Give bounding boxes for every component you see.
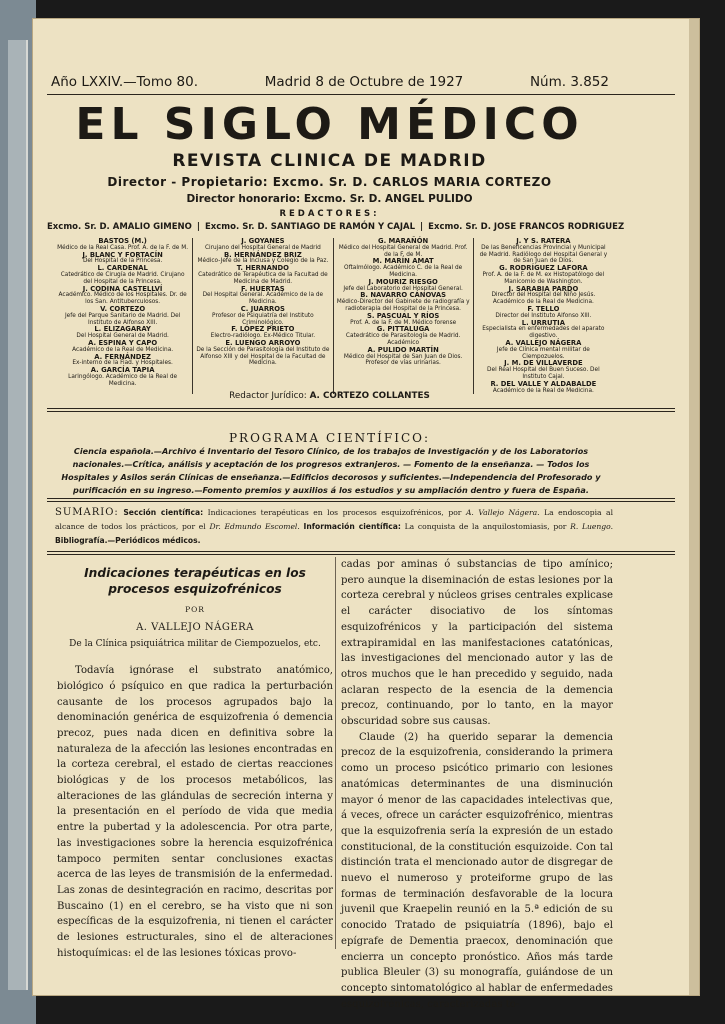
staff-name: A. ESPINA Y CAPO bbox=[88, 338, 158, 347]
journal-page bbox=[32, 18, 700, 1010]
program-text: Ciencia española.—Archivo é Inventario del Tesoro Clínico, de los trabajos de Investigación y de los Laboratorios nacionales.—Crítica, análisis y aceptación de los progresos extranjeros. — Fomento de la enseñanza. — Todos los Hospitales y Asilos serán Clínicas de enseñanza.—Edificios decorosos y suficientes.—Independencia del Profesorado y purificación en su ingreso.—Fomento premios y auxilios á los estudios y su ampliación dentro y fuera de España. bbox=[61, 446, 601, 495]
staff-list bbox=[53, 238, 613, 394]
staff-desc: Académico. Médico de los Hospitales. Dr. de los San. Antituberculosos. bbox=[58, 292, 187, 306]
staff-name: A. VALLEJO NÁGERA bbox=[505, 338, 582, 347]
staff-column bbox=[193, 238, 333, 394]
summary-section: Bibliografía.—Periódicos médicos. bbox=[55, 536, 201, 545]
staff-name: L. ELIZAGARAY bbox=[94, 325, 151, 334]
staff-name: C. JUARROS bbox=[240, 304, 285, 313]
principal-editors: Excmo. Sr. D. AMALIO GIMENO | Excmo. Sr. D. SANTIAGO DE RAMÓN Y CAJAL | Excmo. Sr. D. JOSE FRANCOS RODRIGUEZ bbox=[47, 222, 625, 232]
staff-column bbox=[53, 238, 193, 394]
staff-name: J. SARABIA PARDO bbox=[508, 284, 579, 293]
summary-author: Dr. Edmundo Escomel. bbox=[209, 522, 300, 531]
staff-desc: Ex-interno de la Fiad. y Hospitales. bbox=[72, 360, 173, 367]
article-paragraph: Todavía ignórase el substrato anatómico, biológico ó psíquico en que radica la perturbación causante de los procesos agrupados bajo la denominación genérica de esquizofrenia ó demencia precoz, pues nada dicen en definitiva sobre la naturaleza de la afección las lesiones encontradas en la corteza cerebral, el estado de ciertas reacciones biológicas y de los procesos metabólicos, las alteraciones de las glándulas de secreción interna y la presentación en el período de vida que media entre la pubertad y la adolescencia. Por otra parte, las investigaciones sobre la herencia esquizofrénica tampoco permiten sentar conclusiones exactas acerca de las leyes de transmisión de la enfermedad. Las zonas de desintegración en racimo, descritas por Buscaino (1) en el cerebro, se ha visto que ni son específicas de la esquizofrenia, ni tienen el carácter de lesiones estructurales, sino el de alteraciones histoquímicas: el de las lesiones tóxicas provo- bbox=[57, 665, 333, 959]
staff-name: G. MARAÑÓN bbox=[378, 237, 429, 245]
staff-desc: Electro-radiólogo. Ex-Médico Titular. bbox=[210, 333, 316, 340]
legal-editor-line bbox=[47, 391, 612, 401]
staff-name: J. Y S. RATERA bbox=[516, 237, 571, 245]
section-rule bbox=[47, 551, 675, 552]
staff-desc: Profesor de Psiquiatría del Instituto Criminológico. bbox=[212, 312, 314, 326]
staff-name: S. PASCUAL Y RÍOS bbox=[366, 311, 440, 320]
staff-name: BASTOS (M.) bbox=[98, 237, 147, 245]
issue-date: Madrid 8 de Octubre de 1927 bbox=[264, 74, 464, 90]
staff-name: A. GARCÍA TAPIA bbox=[90, 366, 155, 375]
staff-name: J. GOYANES bbox=[241, 237, 285, 245]
section-rule bbox=[47, 498, 675, 499]
staff-name: J. M. DE VILLAVERDE bbox=[504, 359, 583, 368]
staff-name: G. PITTALUGA bbox=[376, 325, 430, 334]
staff-desc: Oftalmólogo. Académico C. de la Real de Medicina. bbox=[344, 265, 463, 278]
staff-desc: Prof. A. de la F. de M. ex Histopatólogo del Manicomio de Washington. bbox=[482, 271, 605, 285]
staff-name: E. LUENGO ARROYO bbox=[225, 338, 301, 347]
year-volume: Año LXXIV.—Tomo 80. bbox=[51, 74, 199, 90]
staff-desc: De la Sección de Parasitología del Instituto de Alfonso XIII y del Hospital de la Facultad de Medicina. bbox=[196, 346, 330, 367]
staff-desc: Director del Hospital del Niño Jesús. Académico de la Real de Medicina. bbox=[491, 292, 596, 306]
legal-editor-name: A. CORTEZO COLLANTES bbox=[309, 391, 430, 401]
article-title: Indicaciones terapéuticas en los procesos esquizofrénicos bbox=[84, 566, 306, 596]
section-rule bbox=[47, 554, 675, 555]
page-edge-shadow bbox=[689, 19, 699, 995]
staff-name: B. HERNÁNDEZ BRIZ bbox=[223, 250, 302, 259]
staff-desc: Académico de la Real de Medicina. bbox=[492, 387, 594, 394]
staff-desc: Del Hospital General. Académico de la de Medicina. bbox=[202, 292, 324, 306]
staff-desc: Jefe de Clínica mental militar de Ciempozuelos. bbox=[496, 346, 590, 360]
previous-page-edge bbox=[8, 40, 28, 990]
staff-name: M. MARÍN AMAT bbox=[372, 257, 434, 266]
masthead-title: EL SIGLO MÉDICO bbox=[75, 99, 584, 150]
article-by: POR bbox=[185, 605, 205, 614]
staff-desc: Jefe del Laboratorio del Hospital General. bbox=[343, 285, 463, 292]
staff-desc: Especialista en enfermedades del aparato digestivo. bbox=[482, 326, 605, 340]
staff-name: L. CARDENAL bbox=[97, 264, 148, 273]
staff-name: R. DEL VALLE Y ALDABALDE bbox=[490, 379, 597, 388]
issue-info-line bbox=[51, 74, 609, 90]
staff-name: B. NAVARRO CÁNOVAS bbox=[360, 291, 447, 300]
staff-name: J. CODINA CASTELLVÍ bbox=[82, 284, 163, 293]
staff-desc: Médico-Director del Gabinete de radiografía y radioterapia del Hospital de la Princesa. bbox=[336, 299, 470, 312]
section-rule bbox=[47, 408, 675, 409]
honorary-director-line: Director honorario: Excmo. Sr. D. ANGEL PULIDO bbox=[186, 193, 473, 205]
article-paragraph: cadas por aminas ó substancias de tipo amínico; pero aunque la diseminación de estas lesiones por la corteza cerebral y núcleos grises centrales explicase el carácter disociativo de los síntomas esquizofrénicos y la participación del sistema extrapiramidal en las manifestaciones catatónicas, las investigaciones del mencionado autor y las de otros muchos que le han precedido y seguido, nada aclaran respecto de la esencia de la demencia precoz, continuando, por lo tanto, en la mayor obscuridad sobre sus causas. bbox=[341, 559, 613, 728]
staff-desc: Médico del Hospital de San Juan de Dios. Profesor de vías urinarias. bbox=[343, 353, 463, 367]
staff-desc: Catedrático de Parasitología de Madrid. Académico bbox=[345, 333, 461, 346]
staff-name: T. HERNANDO bbox=[236, 264, 289, 273]
article-institution: De la Clínica psiquiátrica militar de Ciempozuelos, etc. bbox=[69, 639, 321, 650]
editor-name: Excmo. Sr. D. JOSE FRANCOS RODRIGUEZ bbox=[428, 222, 625, 232]
staff-name: A. FERNÁNDEZ bbox=[94, 352, 151, 361]
staff-desc: Director del Instituto Alfonso XIII. bbox=[495, 312, 592, 319]
staff-desc: Académico de la Real de Medicina. bbox=[72, 346, 174, 353]
staff-desc: Médico de la Real Casa. Prof. A. de la F. de M. bbox=[57, 244, 189, 251]
staff-name: L. URRUTIA bbox=[521, 318, 565, 327]
staff-desc: Médico del Hospital General de Madrid. Prof. de la F. de M. bbox=[338, 244, 468, 258]
article-author: A. VALLEJO NÁGERA bbox=[136, 621, 254, 633]
article-left-column bbox=[57, 565, 333, 961]
staff-name: J. MOURIZ RIESGO bbox=[368, 277, 438, 286]
summary-block bbox=[55, 506, 613, 548]
redactores-heading: REDACTORES: bbox=[279, 209, 380, 219]
staff-name: V. CORTEZO bbox=[100, 304, 146, 313]
summary-label: SUMARIO: bbox=[55, 507, 119, 518]
staff-desc: De las Beneficencias Provincial y Municipal de Madrid. Radiólogo del Hospital General y de San Juan de Dios. bbox=[479, 244, 608, 265]
article-paragraph: Claude (2) ha querido separar la demencia precoz de la esquizofrenia, considerando la primera como un proceso psicótico primario con lesiones anatómicas determinantes de una disminución mayor ó menor de las capacidades intelectivas que, á veces, ofrece un carácter esquizofrénico, mientras que la esquizofrenia sería la expresión de un estado constitucional, de la constitución esquizoide. Con tal distinción trata el mencionado autor de disgregar de nuevo el numeroso y proteiforme grupo de las formas de terminación desfavorable de la locura juvenil que Kraepelin reunió en la 5.ª edición de su conocido Tratado de psiquiatría (1896), bajo el epígrafe de Dementia praecox, denominación que encierra un concepto pronóstico. Años más tarde publica Bleuler (3) su monografía, guiándose de un concepto sintomatológico al hablar de enfermedades esquizofrénicas, caracterizadas to- bbox=[341, 731, 613, 1010]
editor-name: Excmo. Sr. D. SANTIAGO DE RAMÓN Y CAJAL bbox=[204, 222, 416, 232]
staff-name: A. PULIDO MARTÍN bbox=[367, 345, 439, 354]
header-rule bbox=[47, 94, 675, 95]
staff-name: F. LÓPEZ PRIETO bbox=[231, 325, 295, 334]
staff-desc: Del Hospital General de Madrid. bbox=[76, 333, 169, 340]
summary-section: Sección científica: bbox=[123, 508, 204, 517]
staff-desc: Jefe del Parque Sanitario de Madrid. Del Instituto de Alfonso XIII. bbox=[64, 312, 181, 326]
section-rule bbox=[47, 501, 675, 502]
masthead-subtitle: REVISTA CLINICA DE MADRID bbox=[172, 151, 487, 171]
section-rule bbox=[47, 411, 675, 412]
summary-text: La endoscopia al alcance de todos los prácticos, por el bbox=[55, 508, 614, 531]
staff-desc: Del Real Hospital del Buen Suceso. Del Instituto Cajal. bbox=[487, 367, 600, 380]
staff-desc: Cirujano del Hospital General de Madrid bbox=[204, 244, 321, 251]
editor-name: Excmo. Sr. D. AMALIO GIMENO bbox=[47, 222, 192, 232]
column-divider bbox=[335, 557, 336, 949]
staff-column bbox=[334, 238, 474, 394]
director-line: Director - Propietario: Excmo. Sr. D. CARLOS MARIA CORTEZO bbox=[107, 175, 552, 189]
issue-number: Núm. 3.852 bbox=[529, 74, 609, 90]
staff-column bbox=[474, 238, 613, 394]
staff-desc: Catedrático de Cirugía de Madrid. Cirujano del Hospital de la Princesa. bbox=[60, 271, 185, 285]
summary-section: Información científica: bbox=[303, 522, 401, 531]
article-right-column bbox=[341, 557, 613, 1012]
staff-desc: Médico-Jefe de la Inclusa y Colegio de la Paz. bbox=[197, 258, 329, 265]
summary-author: R. Luengo. bbox=[570, 522, 613, 531]
legal-editor-label: Redactor Jurídico: bbox=[229, 391, 307, 401]
staff-desc: Laringólogo. Académico de la Real de Medicina. bbox=[68, 373, 178, 387]
summary-text: La conquista de la anquilostomiasis, por bbox=[404, 522, 567, 531]
binding-spine bbox=[0, 0, 36, 1024]
staff-name: G. RODRÍGUEZ LAFORA bbox=[499, 264, 588, 273]
staff-desc: Prof. A. de la F. de M. Médico forense bbox=[350, 319, 457, 326]
summary-text: Indicaciones terapéuticas en los procesos esquizofrénicos, por bbox=[207, 508, 462, 517]
summary-author: A. Vallejo Nágera. bbox=[465, 508, 540, 517]
program-heading: PROGRAMA CIENTÍFICO: bbox=[228, 431, 431, 445]
staff-name: F. TELLO bbox=[527, 304, 560, 313]
staff-name: F. HUERTAS bbox=[241, 284, 285, 293]
staff-desc: Del Hospital de la Princesa. bbox=[82, 258, 163, 265]
staff-name: J. BLANC Y FORTACÍN bbox=[82, 250, 163, 259]
staff-desc: Catedrático de Terapéutica de la Facultad de Medicina de Madrid. bbox=[198, 271, 328, 285]
